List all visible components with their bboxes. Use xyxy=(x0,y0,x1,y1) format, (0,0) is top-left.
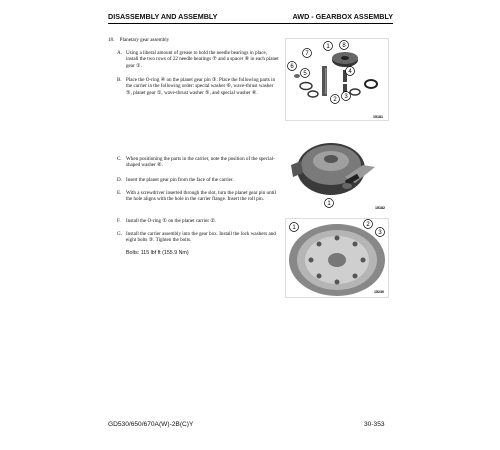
instruction-text: Install the carrier assembly into the gear box. Install the lock washers and eight bolts ③. Tighten the bolts. xyxy=(126,231,276,244)
instruction-label: C. xyxy=(117,156,122,162)
callout-label: 6 xyxy=(290,64,294,70)
step-heading xyxy=(108,37,169,43)
figure-number: 15181 xyxy=(373,115,383,119)
instruction-f xyxy=(117,218,280,224)
figure-number: 15182 xyxy=(375,206,385,210)
callout-label: 1 xyxy=(327,201,331,207)
instruction-text: When positioning the parts in the carrier, note the position of the special-shaped washer ⑥. xyxy=(126,156,275,169)
footer-page-number: 30-353 xyxy=(364,421,385,428)
callout-label: 3 xyxy=(378,230,382,236)
instruction-label: E. xyxy=(117,190,122,196)
instruction-label: G. xyxy=(117,231,122,237)
instruction-g xyxy=(117,231,280,244)
figure-carrier-install xyxy=(285,218,389,298)
planet-gear-illustration xyxy=(285,38,389,121)
callout-label: 1 xyxy=(326,44,330,50)
instruction-a xyxy=(117,50,280,69)
instruction-text: Place the O-ring ④ on the planet gear pin ③. Place the following parts in the carrier in the following order: special washer ⑥, wave-thrust washer ⑤, planet gear ①, wave-thrust washer ⑤, and special washer ⑥. xyxy=(126,77,276,96)
instruction-label: D. xyxy=(117,177,122,183)
torque-spec: Bolts: 115 lbf ft (155.9 Nm) xyxy=(126,250,189,256)
instruction-b xyxy=(117,77,280,96)
instruction-label: B. xyxy=(117,77,122,83)
callout-label: 3 xyxy=(344,94,348,100)
step-number: 18. xyxy=(108,37,115,43)
instruction-text: With a screwdriver inserted through the slot, turn the planet gear pin until the hole aligns with the hole in the carrier flange. Insert the roll pin. xyxy=(126,190,276,203)
gearbox-illustration xyxy=(285,218,389,298)
instruction-text: Install the O-ring ① on the planet carrier ②. xyxy=(126,218,217,224)
callout-label: 2 xyxy=(366,222,370,228)
carrier-illustration xyxy=(285,137,389,213)
figure-planet-gear-parts xyxy=(285,38,389,121)
footer-model: GD530/650/670A(W)-2B(C)Y xyxy=(108,421,194,428)
instruction-e xyxy=(117,190,280,203)
callout-label: 4 xyxy=(348,69,352,75)
callout-label: 1 xyxy=(292,225,296,231)
instruction-label: A. xyxy=(117,50,122,56)
instruction-c xyxy=(117,156,280,169)
callout-label: 2 xyxy=(333,97,337,103)
header-chapter-title: AWD - GEARBOX ASSEMBLY xyxy=(292,12,393,21)
figure-carrier-pin xyxy=(285,137,389,213)
callout-label: 8 xyxy=(342,43,346,49)
page-header xyxy=(108,9,393,24)
instruction-text: Insert the planet gear pin from the face of the carrier. xyxy=(126,177,234,183)
instruction-d xyxy=(117,177,280,183)
instruction-text: Using a liberal amount of grease to hold the needle bearings in place, install the two rows of 22 needle bearings ⑦ and a spacer ⑧ in each planet gear ①. xyxy=(126,50,279,69)
callout-label: 5 xyxy=(303,71,307,77)
figure-number: 15230 xyxy=(374,290,384,294)
callout-label: 7 xyxy=(305,51,309,57)
step-title: Planetary gear assembly xyxy=(119,37,170,43)
instruction-label: F. xyxy=(117,218,121,224)
header-section-title: DISASSEMBLY AND ASSEMBLY xyxy=(108,12,218,21)
